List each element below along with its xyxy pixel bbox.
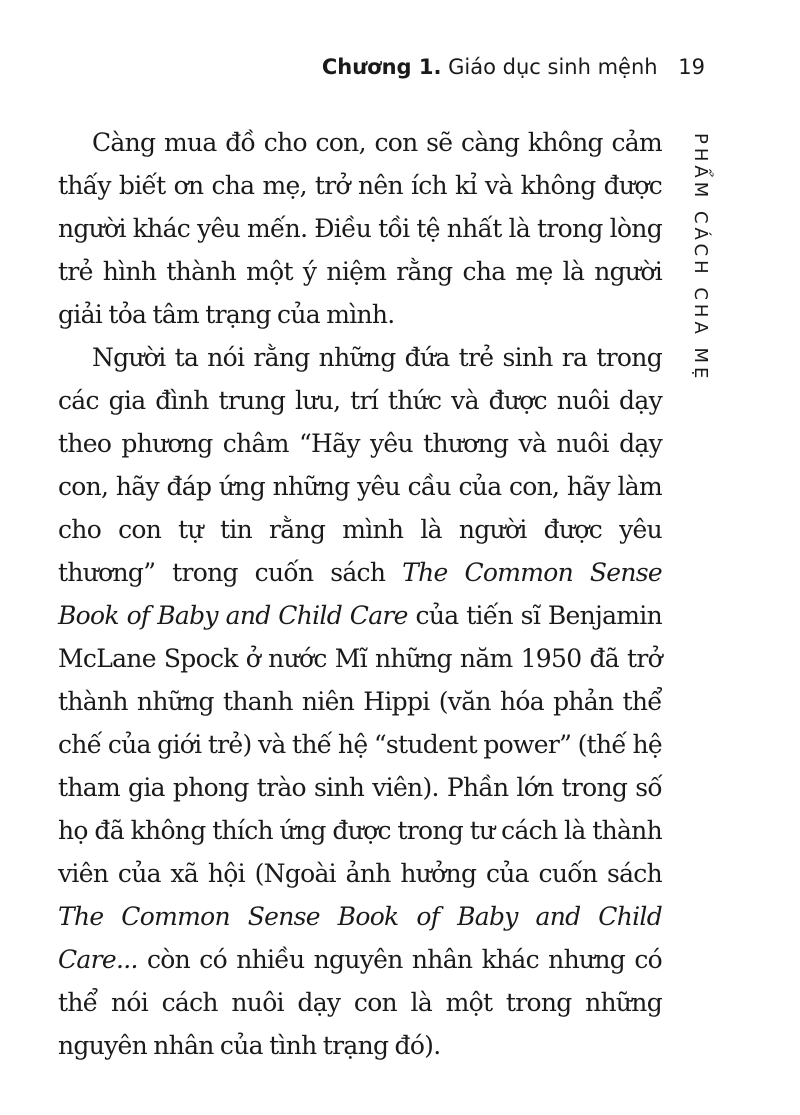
side-book-title-text: PHẨM CÁCH CHA MẸ [690,133,711,383]
book-title-italic: The Common Sense Book of Baby and Child Care... [58,902,662,974]
paragraph-1 [58,121,662,336]
body-text [58,121,662,1067]
paragraph-2-segment-2: của tiến sĩ Benjamin McLane Spock ở nước Mĩ những năm 1950 đã trở thành những thanh niên Hippi (văn hóa phản thể chế của giới trẻ) và thế hệ “student power” (thế hệ tham gia phong trào sinh viên). Phần lớn trong số họ đã không thích ứng được trong tư cách là thành viên của xã hội (Ngoài ảnh hưởng của cuốn sách [58,601,662,888]
book-title-italic: The Common Sense Book of Baby and Child Care [58,558,662,630]
paragraph-2 [58,336,662,1067]
chapter-title: Giáo dục sinh mệnh [448,55,658,79]
paragraph-2-segment-3: còn có nhiều nguyên nhân khác nhưng có thể nói cách nuôi dạy con là một trong những nguyên nhân của tình trạng đó). [58,945,662,1060]
page-number: 19 [678,55,705,79]
running-header [322,53,705,81]
paragraph-1-text: Càng mua đồ cho con, con sẽ càng không cảm thấy biết ơn cha mẹ, trở nên ích kỉ và không được người khác yêu mến. Điều tồi tệ nhất là trong lòng trẻ hình thành một ý niệm rằng cha mẹ là người giải tỏa tâm trạng của mình. [58,128,662,329]
paragraph-2-segment-1: Người ta nói rằng những đứa trẻ sinh ra trong các gia đình trung lưu, trí thức và được nuôi dạy theo phương châm “Hãy yêu thương và nuôi dạy con, hãy đáp ứng những yêu cầu của con, hãy làm cho con tự tin rằng mình là người được yêu thương” trong cuốn sách [58,343,662,587]
chapter-label: Chương 1. [321,55,442,79]
side-book-title [690,133,750,383]
